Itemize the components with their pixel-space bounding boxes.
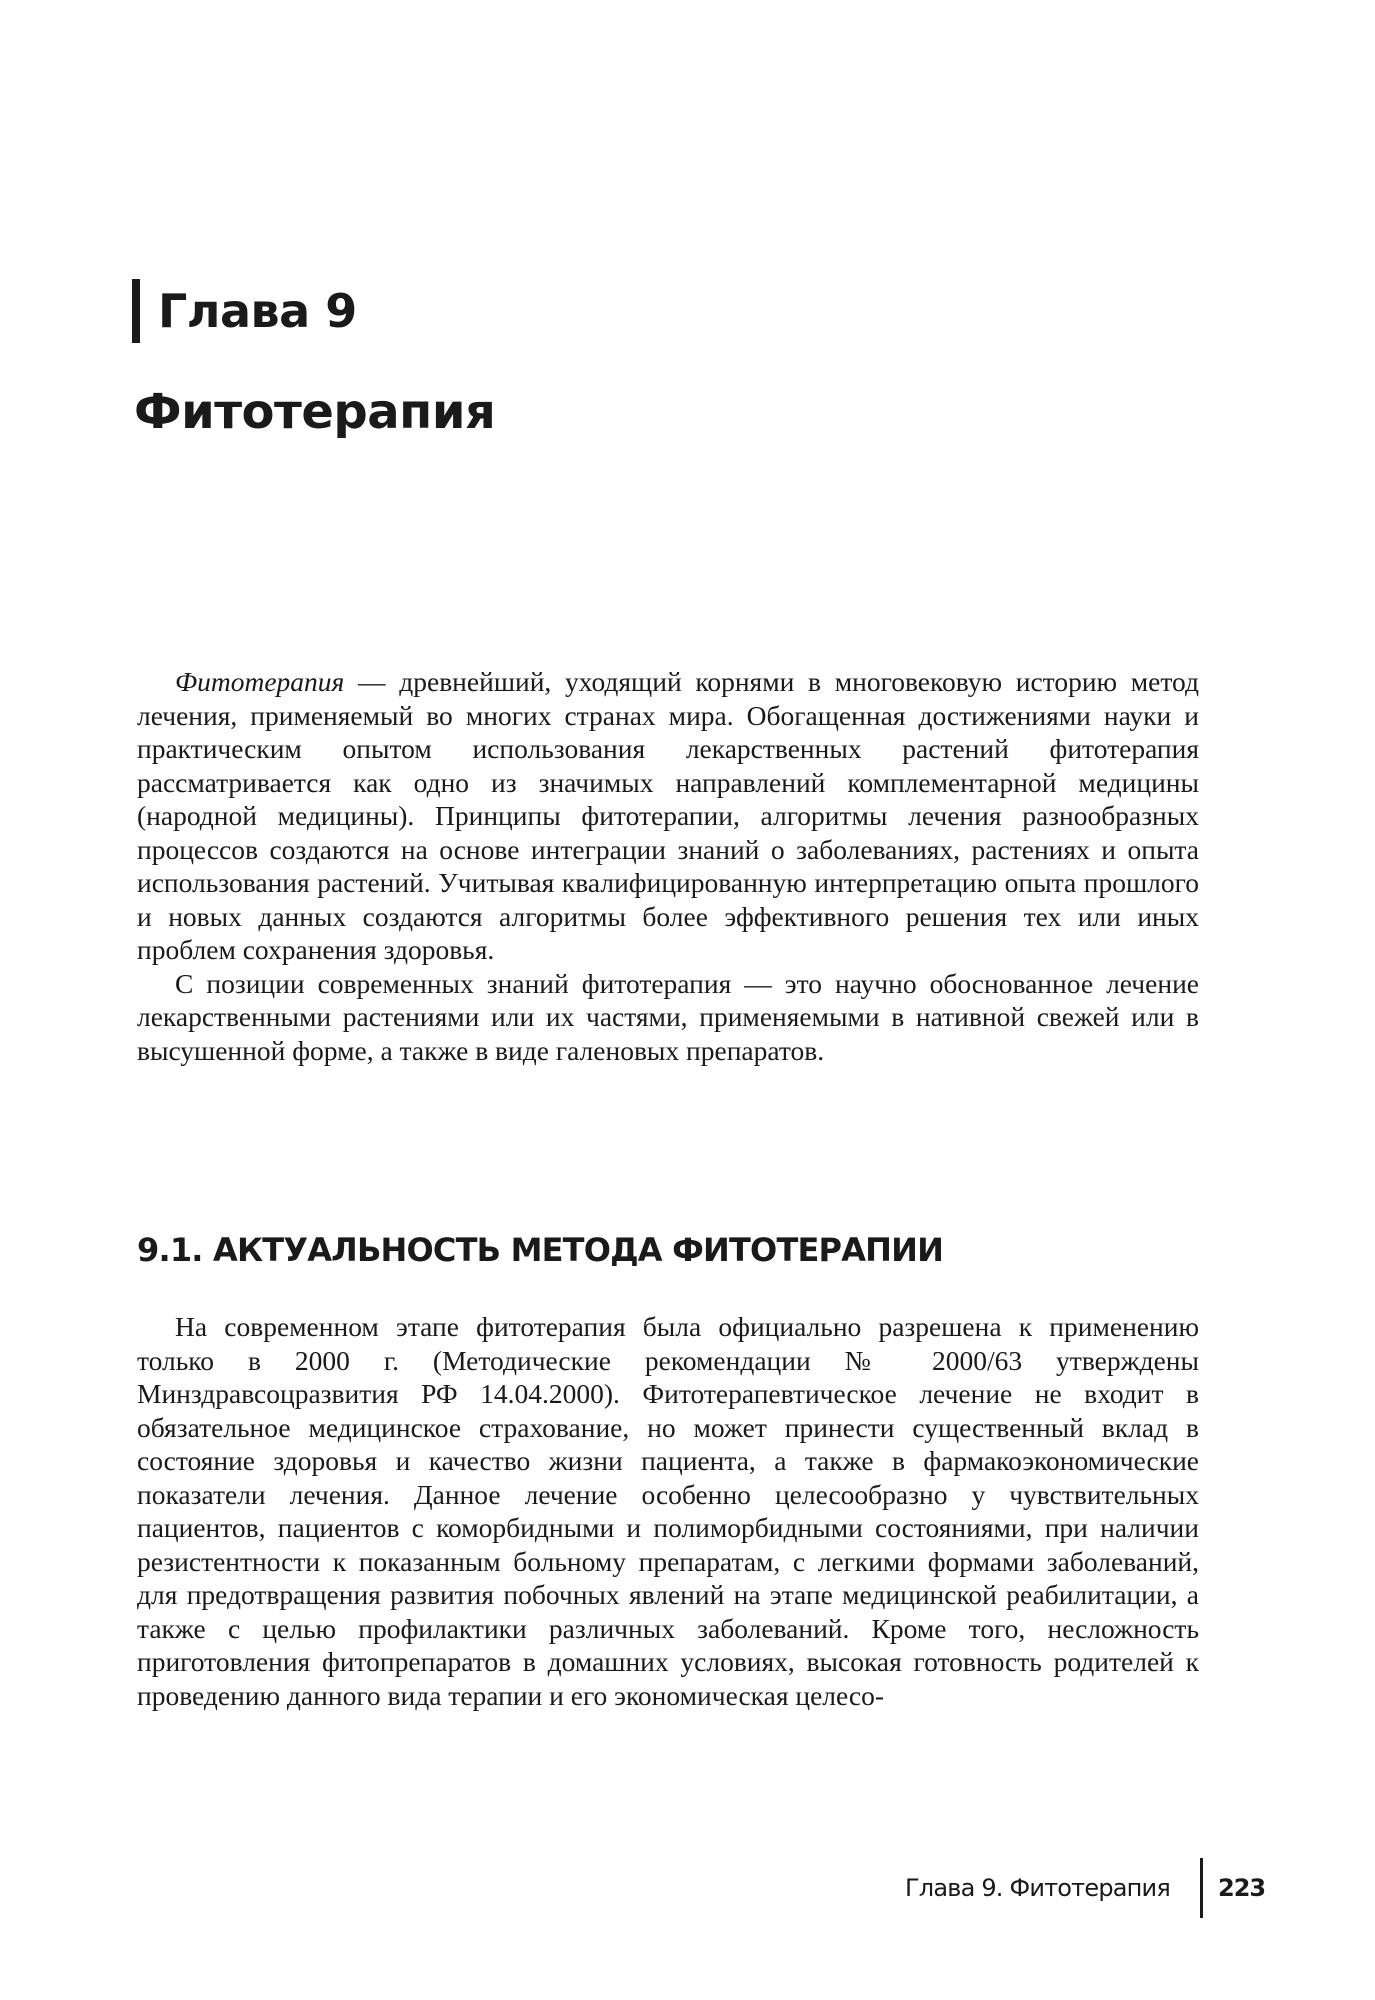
page-footer bbox=[900, 1858, 1266, 1918]
intro-paragraph-1 bbox=[137, 665, 1199, 967]
chapter-number: Глава 9 bbox=[158, 284, 357, 338]
running-head: Глава 9. Фитотерапия bbox=[904, 1874, 1170, 1902]
section-paragraph: На современном этапе фитотерапия была официально разрешена к применению только в 2000 г. (Методические рекомендации № 2000/63 утверждены Минздравсоцразвития РФ 14.04.2000). Фитотерапевтическое лечение не входит в обязательное медицинское страхование, но может принести существенный вклад в состояние здоровья и качество жизни пациента, а также в фармакоэкономические показатели лечения. Данное лечение особенно целесообразно у чувствительных пациентов, пациентов с коморбидными и полиморбидными состояниями, при наличии резистентности к показанным больному препаратам, с легкими формами заболеваний, для предотвращения развития побочных явлений на этапе медицинской реабилитации, а также с целью профилактики различных заболеваний. Кроме того, несложность приготовления фитопрепаратов в домашних условиях, высокая готовность родителей к проведению данного вида терапии и его экономическая целесо- bbox=[137, 1311, 1199, 1711]
chapter-title: Фитотерапия bbox=[134, 384, 496, 440]
footer-divider bbox=[1200, 1858, 1203, 1918]
defined-term: Фитотерапия bbox=[175, 666, 345, 697]
chapter-label bbox=[132, 278, 357, 344]
page-number: 223 bbox=[1218, 1874, 1266, 1902]
section-text bbox=[137, 1310, 1199, 1712]
section-heading: 9.1. АКТУАЛЬНОСТЬ МЕТОДА ФИТОТЕРАПИИ bbox=[137, 1231, 944, 1269]
intro-text bbox=[137, 665, 1199, 1067]
intro-paragraph-2: С позиции современных знаний фитотерапия — это научно обоснованное лечение лекарственными растениями или их частями, применяемыми в нативной свежей или в высушенной форме, а также в виде галеновых препаратов. bbox=[137, 967, 1199, 1066]
intro-paragraph-1-text: — древнейший, уходящий корнями в многовековую историю метод лечения, применяемый во многих странах мира. Обогащенная достижениями науки и практическим опытом использования лекарственных растений фитотерапия рассматривается как одно из значимых направлений комплементарной медицины (народной медицины). Принципы фитотерапии, алгоритмы лечения разнообразных процессов создаются на основе интеграции знаний о заболеваниях, растениях и опыта использования растений. Учитывая квалифицированную интерпретацию опыта прошлого и новых данных создаются алгоритмы более эффективного решения тех или иных проблем сохранения здоровья. bbox=[137, 666, 1199, 965]
chapter-marker-bar bbox=[132, 279, 140, 343]
